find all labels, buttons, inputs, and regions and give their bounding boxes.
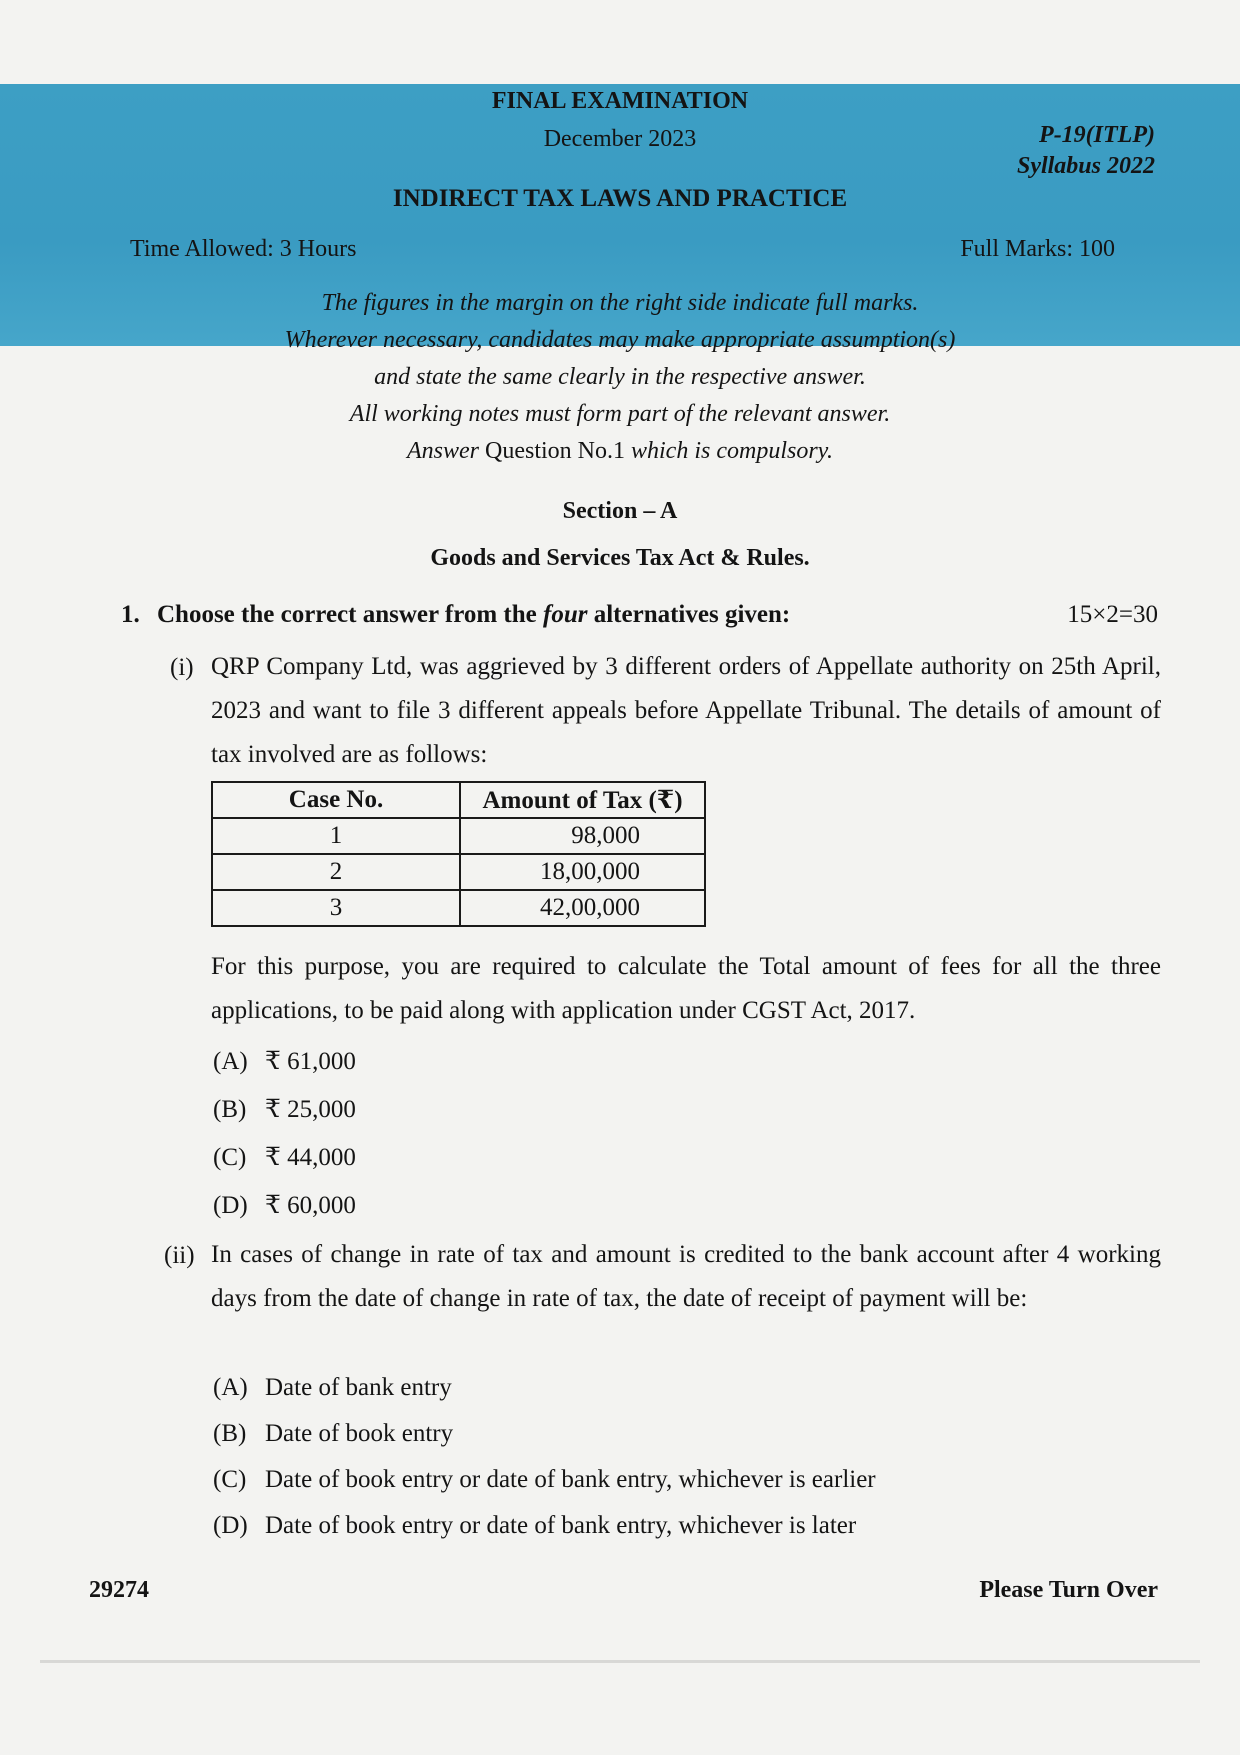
table-row (212, 890, 705, 926)
table-row (212, 854, 705, 890)
option-text: ₹ 60,000 (265, 1192, 356, 1219)
option-text: Date of book entry or date of bank entry, whichever is earlier (265, 1466, 876, 1493)
instruction-compulsory: which is compulsory. (631, 438, 833, 464)
instruction-answer: Answer (407, 438, 479, 464)
option-letter: (C) (213, 1144, 247, 1171)
subject-title: INDIRECT TAX LAWS AND PRACTICE (392, 185, 848, 212)
question-number: 1. (121, 601, 140, 628)
paper-code: P-19(ITLP) (1039, 122, 1155, 148)
instruction-line-5 (0, 438, 1240, 465)
question-marks: 15×2=30 (1067, 601, 1158, 628)
tax-amount-table (211, 781, 706, 927)
table-cell-amount: 18,00,000 (460, 854, 705, 890)
option-letter: (B) (213, 1096, 247, 1123)
subquestion-i-text: QRP Company Ltd, was aggrieved by 3 different orders of Appellate authority on 25th April, 2023 and want to file 3 different appeals before Appellate Tribunal. The details of amount of tax involved are as follows: (211, 653, 1161, 768)
table-header-case-no: Case No. (212, 782, 460, 818)
option-ii-b (213, 1420, 453, 1448)
page-bottom-rule (40, 1660, 1200, 1663)
table-cell-case: 3 (212, 890, 460, 926)
time-allowed: Time Allowed: 3 Hours (130, 236, 357, 262)
question-prompt-emphasis: four (543, 601, 588, 628)
table-header-row (212, 782, 705, 818)
option-letter: (D) (213, 1512, 248, 1539)
table-row (212, 818, 705, 854)
option-i-a (213, 1046, 356, 1076)
option-i-b (213, 1094, 356, 1124)
subquestion-ii-number: (ii) (164, 1242, 195, 1269)
exam-date: December 2023 (543, 126, 697, 152)
option-text: ₹ 25,000 (265, 1096, 356, 1123)
instruction-question-no: Question No.1 (479, 438, 631, 464)
option-text: ₹ 61,000 (265, 1048, 356, 1075)
option-text: ₹ 44,000 (265, 1144, 356, 1171)
question-prompt (157, 601, 790, 629)
exam-title: FINAL EXAMINATION (491, 88, 749, 114)
subquestion-i-number: (i) (170, 654, 194, 681)
table-header-amount: Amount of Tax (₹) (460, 782, 705, 818)
option-letter: (C) (213, 1466, 247, 1493)
subquestion-ii-text: In cases of change in rate of tax and amount is credited to the bank account after 4 working days from the date of change in rate of tax, the date of receipt of payment will be: (211, 1241, 1161, 1312)
section-title: Section – A (562, 498, 678, 524)
option-i-c (213, 1142, 356, 1172)
question-prompt-start: Choose the correct answer from the (157, 601, 544, 628)
section-subtitle: Goods and Services Tax Act & Rules. (430, 545, 810, 571)
option-ii-a (213, 1374, 452, 1402)
option-text: Date of bank entry (265, 1374, 452, 1401)
option-text: Date of book entry or date of bank entry, whichever is later (265, 1512, 857, 1539)
instruction-line-3: and state the same clearly in the respective answer. (374, 364, 866, 390)
subquestion-i-followup: For this purpose, you are required to calculate the Total amount of fees for all the three applications, to be paid along with application under CGST Act, 2017. (211, 953, 1161, 1024)
option-letter: (B) (213, 1420, 247, 1447)
option-ii-d (213, 1512, 856, 1540)
option-letter: (A) (213, 1048, 248, 1075)
instruction-line-2: Wherever necessary, candidates may make appropriate assumption(s) (284, 327, 956, 353)
instruction-line-4: All working notes must form part of the relevant answer. (349, 401, 891, 427)
option-i-d (213, 1190, 356, 1220)
option-ii-c (213, 1466, 876, 1494)
footer-turn-over: Please Turn Over (979, 1577, 1158, 1603)
option-letter: (A) (213, 1374, 248, 1401)
table-cell-amount: 42,00,000 (460, 890, 705, 926)
table-cell-case: 2 (212, 854, 460, 890)
footer-code: 29274 (89, 1577, 149, 1603)
table-cell-amount: 98,000 (460, 818, 705, 854)
question-prompt-end: alternatives given: (587, 601, 791, 628)
option-letter: (D) (213, 1192, 248, 1219)
option-text: Date of book entry (265, 1420, 454, 1447)
syllabus: Syllabus 2022 (1016, 153, 1155, 179)
table-cell-case: 1 (212, 818, 460, 854)
instruction-line-1: The figures in the margin on the right side indicate full marks. (321, 290, 919, 316)
full-marks: Full Marks: 100 (960, 236, 1115, 262)
